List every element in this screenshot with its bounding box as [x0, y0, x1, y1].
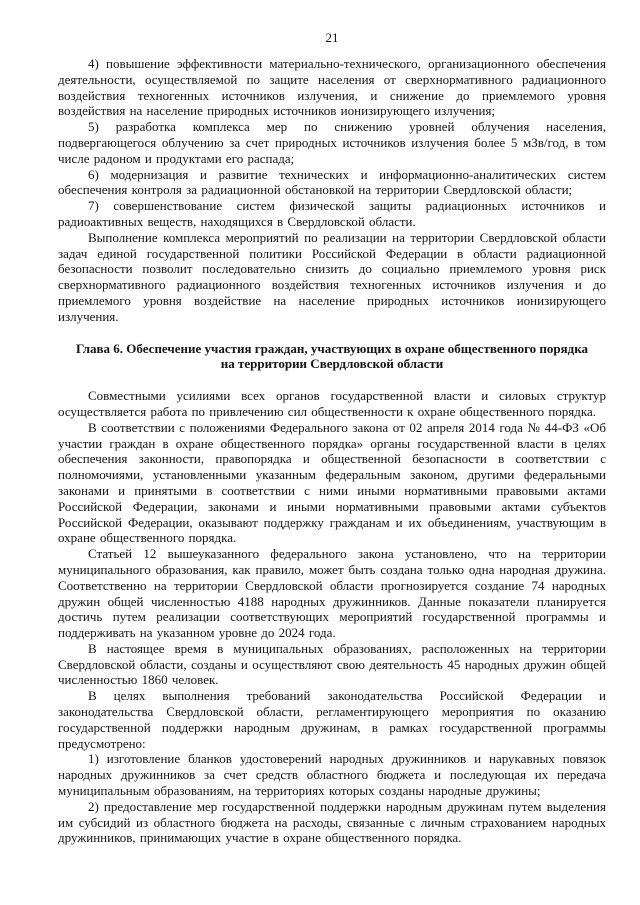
list-item-6: 6) модернизация и развитие технических и информационно-аналитических систем обеспечения контроля за радиационной обстановкой на территории Свердловской области; — [58, 166, 606, 198]
paragraph-radiation-summary: Выполнение комплекса мероприятий по реализации на территории Свердловской области задач единой государственной политики Российской Федерации в области радиационной безопасности позволит последовательно снизить до социально приемлемого уровня риск сверхнормативного радиационного воздействия техногенных источников излучения и до приемлемого уровня воздействие на население природных источников ионизирующего излучения. — [58, 229, 606, 324]
paragraph-current-druzhiny: В настоящее время в муниципальных образованиях, расположенных на территории Свердловской области, созданы и осуществляют свою деятельность 45 народных дружин общей численностью 1860 человек. — [58, 640, 606, 688]
page-number: 21 — [325, 30, 339, 45]
list-item-1-blanks: 1) изготовление бланков удостоверений народных дружинников и нарукавных повязок народных дружинников за счет средств областного бюджета и последующая их передача муниципальным образованиям, на территориях которых созданы народные дружины; — [58, 751, 606, 799]
list-item-5: 5) разработка комплекса мер по снижению уровней облучения населения, подвергающегося облучению за счет природных источников излучения более 5 мЗв/год, в том числе радоном и продуктами его распада; — [58, 119, 606, 166]
chapter-heading — [58, 341, 606, 373]
paragraph-joint-efforts: Совместными усилиями всех органов государственной власти и силовых структур осуществляется работа по привлечению сил общественности к охране общественного порядка. — [58, 388, 606, 419]
chapter-heading-line-2: на территории Свердловской области — [220, 356, 444, 372]
list-item-7: 7) совершенствование систем физической защиты радиационных источников и радиоактивных веществ, находящихся в Свердловской области. — [58, 198, 606, 229]
paragraph-federal-law-44: В соответствии с положениями Федерального закона от 02 апреля 2014 года № 44-ФЗ «Об участии граждан в охране общественного порядка» органы государственной власти в целях обеспечения законности, правопорядка и общественной безопасности в соответствии с полномочиями, установленными указанным федеральным законом, другими федеральными законами и принятыми в соответствии с ними иными нормативными правовыми актами Российской Федерации, законами и иными нормативными правовыми актами субъектов Российской Федерации, оказывают поддержку гражданам и их объединениям, участвующим в охране общественного порядка. — [58, 419, 606, 546]
paragraph-article-12: Статьей 12 вышеуказанного федерального закона установлено, что на территории муниципального образования, как правило, может быть создана только одна народная дружина. Соответственно на территории Свердловской области прогнозируется создание 74 народных дружин общей численностью 4188 народных дружинников. Данные показатели планируется достичь путем реализации соответствующих мероприятий государственной программы и поддерживать на указанном уровне до 2024 года. — [58, 546, 606, 641]
chapter6-body — [58, 388, 606, 846]
list-item-2-subsidies: 2) предоставление мер государственной поддержки народным дружинам путем выделения им субсидий из областного бюджета на расходы, связанные с личным страхованием народных дружинников, принимающих участие в охране общественного порядка. — [58, 798, 606, 846]
paragraph-program-provisions-intro: В целях выполнения требований законодательства Российской Федерации и законодательства Свердловской области, регламентирующего мероприятия по оказанию государственной поддержки народным дружинам, в рамках государственной программы предусмотрено: — [58, 688, 606, 751]
radiation-section — [58, 56, 606, 325]
list-item-4: 4) повышение эффективности материально-технического, организационного обеспечения деятельности, осуществляемой по защите населения от сверхнормативного радиационного воздействия техногенных источников излучения, и снижение до приемлемого уровня воздействия на население природных источников ионизирующего излучения; — [58, 56, 606, 119]
chapter-heading-line-1: Глава 6. Обеспечение участия граждан, участвующих в охране общественного порядка — [75, 340, 589, 356]
